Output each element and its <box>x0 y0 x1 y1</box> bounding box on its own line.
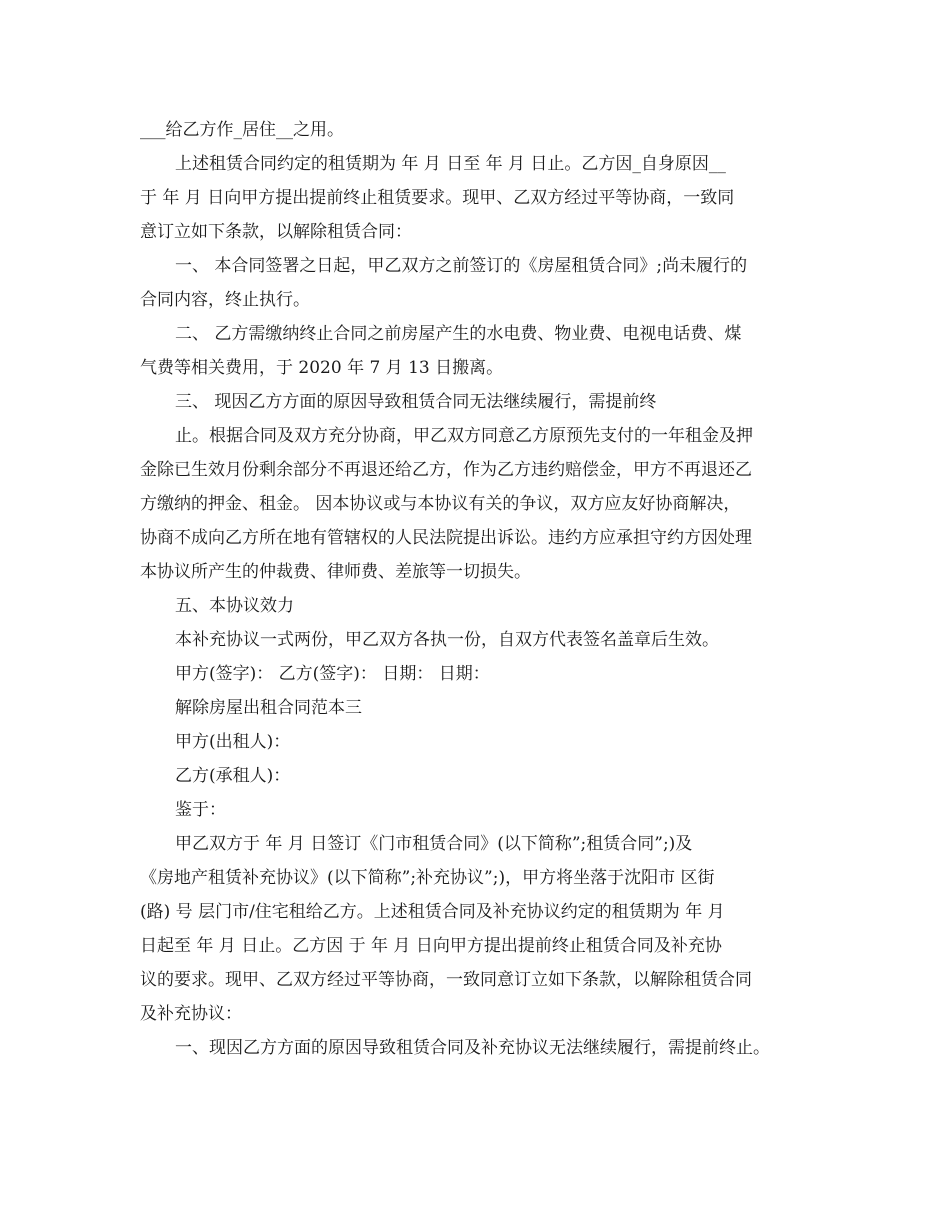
text-line: 日起至 年 月 日止。乙方因 于 年 月 日向甲方提出提前终止租赁合同及补充协 <box>140 936 722 956</box>
text-line: ___给乙方作_居住__之用。 <box>140 120 344 140</box>
text-line: 于 年 月 日向甲方提出提前终止租赁要求。现甲、乙双方经过平等协商，一致同 <box>140 188 735 208</box>
text-line: 合同内容，终止执行。 <box>140 290 310 310</box>
party-b-line: 乙方(承租人)： <box>175 766 291 786</box>
clause-one: 一、 本合同签署之日起，甲乙双方之前签订的《房屋租赁合同》;尚未履行的 <box>175 256 748 276</box>
text-line: (路) 号 层门市/住宅租给乙方。上述租赁合同及补充协议约定的租赁期为 年 月 <box>140 902 725 922</box>
clause-two: 二、 乙方需缴纳终止合同之前房屋产生的水电费、物业费、电视电话费、煤 <box>175 324 742 344</box>
text-line: 金除已生效月份剩余部分不再退还给乙方，作为乙方违约赔偿金，甲方不再退还乙 <box>140 460 752 480</box>
clause-three: 三、 现因乙方方面的原因导致租赁合同无法继续履行，需提前终 <box>175 392 657 412</box>
text-line: 议的要求。现甲、乙双方经过平等协商，一致同意订立如下条款，以解除租赁合同 <box>140 970 752 990</box>
text-line: 气费等相关费用，于 2020 年 7 月 13 日搬离。 <box>140 358 504 378</box>
text-line: 本协议所产生的仲裁费、律师费、差旅等一切损失。 <box>140 562 531 582</box>
text-line: 及补充协议： <box>140 1004 242 1024</box>
section-heading: 五、本协议效力 <box>175 596 294 616</box>
text-line: 止。根据合同及双方充分协商，甲乙双方同意乙方原预先支付的一年租金及押 <box>175 426 753 446</box>
text-line: 方缴纳的押金、租金。 因本协议或与本协议有关的争议，双方应友好协商解决， <box>140 494 741 514</box>
text-line: 甲乙双方于 年 月 日签订《门市租赁合同》(以下简称”;租赁合同”;)及 <box>175 834 693 854</box>
text-line: 协商不成向乙方所在地有管辖权的人民法院提出诉讼。违约方应承担守约方因处理 <box>140 528 752 548</box>
section-title: 解除房屋出租合同范本三 <box>175 698 362 718</box>
text-line: 一、现因乙方方面的原因导致租赁合同及补充协议无法继续履行，需提前终止。 <box>175 1038 770 1058</box>
text-line: 意订立如下条款，以解除租赁合同： <box>140 222 412 242</box>
text-line: 上述租赁合同约定的租赁期为 年 月 日至 年 月 日止。乙方因_自身原因__ <box>175 154 726 174</box>
signature-line: 甲方(签字)： 乙方(签字)： 日期： 日期： <box>175 664 490 684</box>
text-line: 本补充协议一式两份，甲乙双方各执一份，自双方代表签名盖章后生效。 <box>175 630 719 650</box>
text-line: 《房地产租赁补充协议》(以下简称”;补充协议”;)，甲方将坐落于沈阳市 区街 <box>140 868 715 888</box>
party-a-line: 甲方(出租人)： <box>175 732 291 752</box>
text-line: 鉴于： <box>175 800 226 820</box>
